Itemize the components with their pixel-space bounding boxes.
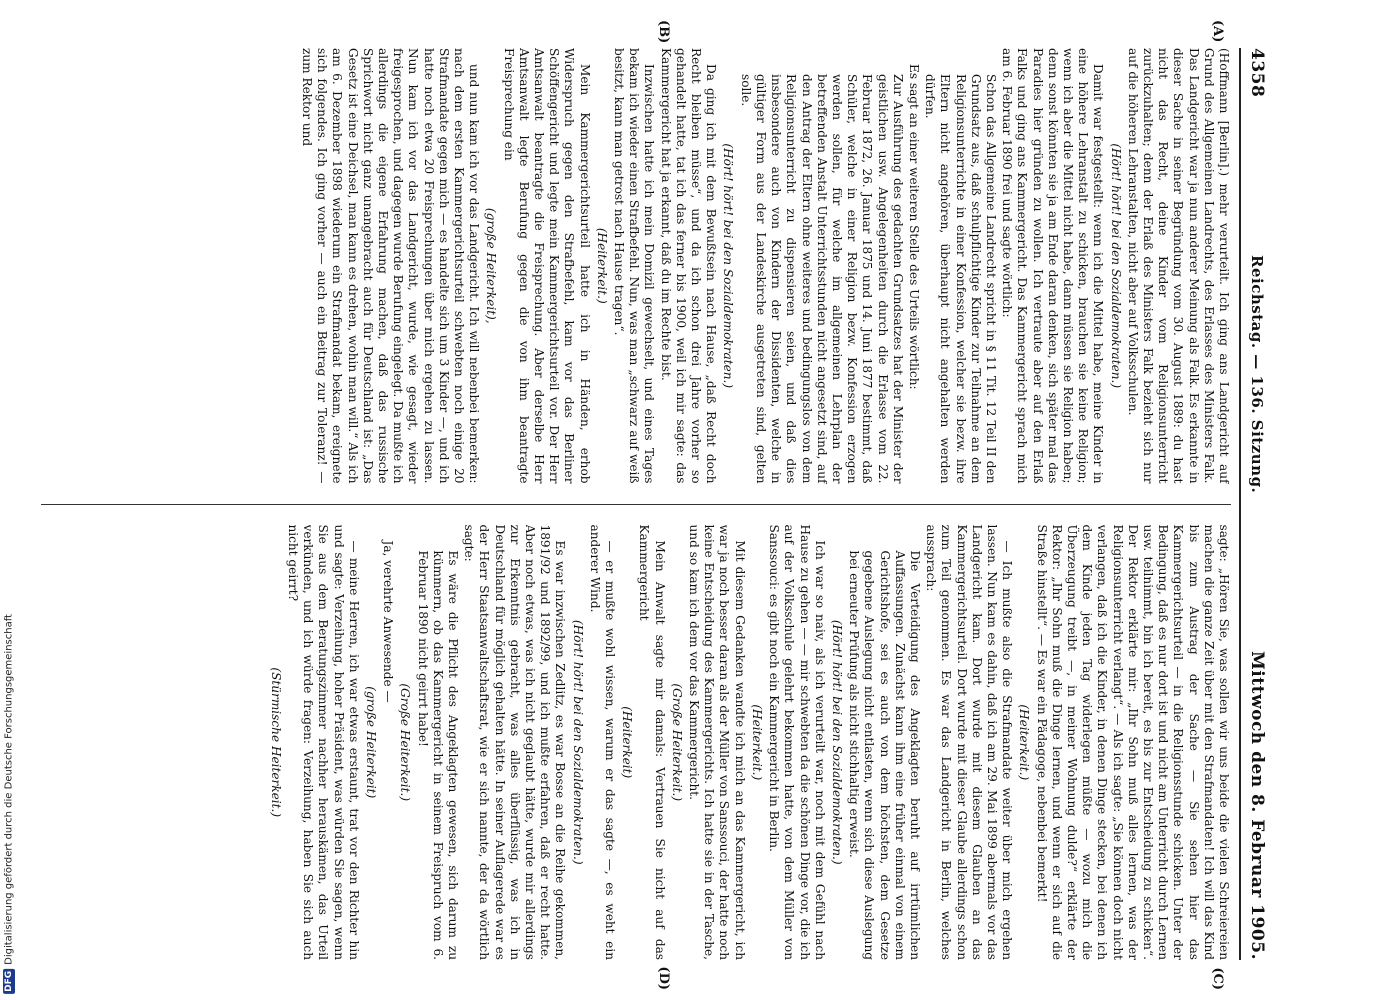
session-title: Reichstag. — 136. Sitzung. bbox=[1248, 255, 1266, 494]
paragraph: und nun kam ich vor das Landgericht. Ich will nebenbei bemerken: nach dem ersten Kammergerichtsurteil schwebten noch einige 20 Strafmandate gegen mich — es handelte sich um 3 Kinder —, und ich hatte noch etwa 20 Freisprechungen über mich ergehen zu lassen. Nun kam ich vor das Landgericht, wurde, wie gesagt, wieder freigesprochen, und dagegen wurde Berufung eingelegt. Da mußte ich allerdings die eigene Erfahrung machen, daß das russische Sprichwort nicht ganz unangebracht auch für Deutschland ist: „Das Gesetz ist eine Deichsel, man kann es drehen, wohin man will.“ Als ich am 6. Dezember 1898 wiederum ein Strafmandat bekam, ereignete sich folgendes. Ich ging vorher — auch ein Beitrag zur Toleranz! — zum Rektor und bbox=[300, 48, 482, 484]
interjection: (große Heiterkeit) bbox=[364, 686, 379, 799]
interjection: (Hört! hört! bei den Sozialdemokraten.) bbox=[829, 619, 844, 865]
text-columns bbox=[41, 20, 1231, 990]
interjection: (Hört! hört! bei den Sozialdemokraten.) bbox=[1108, 143, 1123, 389]
dfg-logo: DFG bbox=[4, 970, 14, 992]
digitization-credit bbox=[3, 614, 15, 994]
paragraph: Inzwischen hatte ich mein Domizil gewechselt, und eines Tages bekam ich wieder einen Strafbefehl. Nun, was man „schwarz auf weiß besitzt, kann man getrost nach Hause tragen“. bbox=[612, 48, 657, 484]
paragraph: Ja, verehrte Anwesende — bbox=[381, 540, 396, 703]
interjection: (große Heiterkeit), bbox=[484, 207, 499, 324]
right-column bbox=[41, 525, 1231, 961]
interjection: (Große Heiterkeit.) bbox=[398, 683, 413, 802]
paragraph: Mit diesem Gedanken wandte ich mich an das Kammergericht, ich war ja noch besser daran als der Müller von Sanssouci, der hatte noch keine Entscheidung des Kammergerichts. Ich hatte sie in der Tasche, und so kam ich dem vor das Kammergericht. bbox=[687, 524, 747, 960]
paragraph: Mein Anwalt sagte mir damals: Vertrauen Sie nicht auf das Kammergericht bbox=[637, 524, 667, 960]
interjection: (Heiterkeit.) bbox=[1017, 704, 1032, 781]
paragraph: (Hoffmann [Berlin].) mehr verurteilt. Ich ging ans Landgericht auf Grund des Allgemeinen Landrechts, des Erlasses des Ministers Falk. Das Landgericht war ja nun anderer Meinung als Falk. Es erkannte in dieser Sache in seiner Begründung vom 30. August 1889: du hast nicht das Recht, deine Kinder vom Religionsunterricht zurückzuhalten; denn der Erlaß des Ministers Falk bezieht sich nur auf die höheren Lehranstalten, nicht aber auf Volksschulen. bbox=[1125, 48, 1231, 484]
column-divider bbox=[41, 504, 1231, 505]
paragraph: — meine Herren, ich war etwas erstaunt, trat vor den Richter hin und sagte: Verzeihung, hoher Präsident, was würden Sie sagen, wenn Sie aus dem Beratungszimmer nachher herauskämen, das Urteil verkünden, und ich würde fragen: Verzeihung, haben Sie sich auch nicht geirrt? bbox=[286, 524, 361, 960]
paragraph: — Ich mußte also die Strafmandate weiter über mich ergehen lassen. Nun kam es dahin, daß ich am 29. Mai 1899 abermals vor das Landgericht kam. Dort wurde mit diesem Glauben an das Kammergerichtsurteil. Dort wurde mit dieser Glaube allerdings schon zum Teil genommen. Es war das Landgericht in Berlin, welches aussprach: bbox=[924, 524, 1015, 960]
page-header bbox=[1239, 48, 1267, 960]
interjection: (Große Heiterkeit.) bbox=[669, 683, 684, 802]
paragraph: Es war inzwischen Zedlitz, es war Bosse an die Reihe gekommen, 1891/92 und 1892/99, und ich mußte erfahren, daß er recht hatte. Aber noch etwas, was ich nicht geglaubt hätte, wurde mir allerdings zur Erkenntnis gebracht, was alles überflüssig, was ich in Deutschland für möglich gehalten hätte. In seiner Auflagerede war es der Herr Staatsanwaltschaftsrat, wie er sich nannte, der da wörtlich sagte: bbox=[462, 524, 568, 960]
margin-marker-b: (B) bbox=[656, 20, 671, 44]
interjection: (Hört! hört! bei den Sozialdemokraten.) bbox=[570, 619, 585, 865]
interjection: (Heiterkeit) bbox=[620, 706, 635, 779]
margin-marker-a: (A) bbox=[1210, 20, 1225, 43]
page-number: 4358 bbox=[1247, 48, 1267, 98]
credit-text: Digitalisierung gefördert durch die Deutsche Forschungsgemeinschaft bbox=[3, 614, 15, 965]
quoted-passage: Die Verteidigung des Angeklagten beruht auf irrtümlichen Auffassungen. Zunächst kann ihm eine früher einmal von einem Gerichtshofe, sei es auch von dem höchsten, dem Gesetze gegebene Auslegung nicht entlasten, wenn sich diese Auslegung bei erneuter Prüfung als nicht stichhaltig erweist. bbox=[847, 550, 922, 960]
interjection: (Hört! hört! bei den Sozialdemokraten.) bbox=[721, 143, 736, 389]
paragraph: Damit war festgestellt: wenn ich die Mittel habe, meine Kinder in eine höhere Lehranstalt zu schicken, brauchen sie keine Religion; wenn ich aber die Mittel nicht habe, dann müssen sie Religion haben; denn sonst könnten sie ja am Ende daran denken, sich später mal das Paradies hier gründen zu wollen. Ich vertraute aber auf den Erlaß Falks und ging ans Kammergericht. Das Kammergericht sprach mich am 6. Februar 1890 frei und sagte wörtlich: bbox=[1000, 48, 1106, 484]
quoted-passage: Schon das Allgemeine Landrecht spricht in § 11 Tit. 12 Teil II den Grundsatz aus, daß schulpflichtige Kinder zur Teilnahme an dem Religionsunterrichte in einer Konfession, welcher sie bezw. ihre Eltern nicht angehören, überhaupt nicht angehalten werden dürfen. bbox=[923, 74, 998, 484]
margin-marker-d: (D) bbox=[656, 966, 671, 990]
interjection: (Heiterkeit.) bbox=[594, 227, 609, 304]
left-column bbox=[41, 48, 1231, 484]
quoted-passage: Zur Ausführung des gedachten Grundsatzes hat der Minister der geistlichen usw. Angelegenheiten durch die Erlasse vom 22. Februar 1872, 26. Januar 1875 und 14. Juni 1877 bestimmt, daß Schüler, welche in einer Religion bezw. Konfession erzogen werden sollen, für welche im allgemeinen Lehrplan der betreffenden Anstalt Unterrichtsstunden nicht angesetzt sind, auf den Antrag der Eltern ohne weiteres und bedingungslos von dem Religionsunterricht zu dispensieren seien, und daß dies insbesondere auch von Kindern der Dissidenten, welche in gültiger Form aus der Landeskirche ausgetreten sind, gelten solle. bbox=[738, 74, 905, 484]
paragraph: — er mußte wohl wissen, warum er das sagte —, es weht ein anderer Wind. bbox=[587, 524, 618, 960]
interjection: (Stürmische Heiterkeit.) bbox=[268, 667, 283, 818]
paragraph: Mein Kammergerichtsurteil hatte ich in Händen, erhob Widerspruch gegen den Strafbefehl, kam vor das Berliner Schöffengericht und legte mein Kammergerichtsurteil vor. Der Herr Amtsanwalt beantragte die Freisprechung. Aber derselbe Herr Amtsanwalt legte Berufung gegen die von ihm beantragte Freisprechung ein bbox=[501, 48, 592, 484]
margin-marker-c: (C) bbox=[1210, 967, 1225, 990]
paragraph: Ich war so naiv, als ich verurteilt war, noch mit dem Gefühl nach Hause zu gehen — — mir schwebten da die schönen Dinge vor, die ich auf der Volksschule gelehrt bekommen hatte, von dem Müller von Sanssouci: es gibt noch ein Kammergericht in Berlin. bbox=[767, 524, 827, 960]
session-date: Mittwoch den 8. Februar 1905. bbox=[1247, 650, 1267, 960]
paragraph: sagte: „Hören Sie, was sollen wir uns beide die vielen Schreiereien machen die ganze Zeit über mit den Strafmandaten! Ich will das Kind bis zum Austrag der Sache — Sie sehen hier das Kammergerichtsurteil — in die Religionsstunde schicken. Unter der Bedingung, daß es nur dort ist und nicht am Unterricht durch Lernen usw. teilnimmt, bin ich bereit, es bis zur Entscheidung zu schicken“. Der Rektor erklärte mir: „Ihr Sohn muß alles lernen, was der Religionsunterricht verlangt“. — Als ich sagte: „Sie können doch nicht verlangen, daß ich die Kinder, in denen Dinge stecken, bei denen ich dem Kinde jeden Tag widerlegen müßte — wozu mich die Überzeugung treibt —, in meiner Wohnung dulde?“ erklärte der Rektor: „Ihr Sohn muß die Dinge lernen, und wenn er sich auf die Straße hinstellt“. — Es war ein Pädagoge, nebenbei bemerkt! bbox=[1034, 524, 1231, 960]
interjection: (Heiterkeit.) bbox=[749, 704, 764, 781]
paragraph: Es sagt an einer weiteren Stelle des Urteils wörtlich: bbox=[906, 64, 921, 390]
paragraph: Da ging ich mit dem Bewußtsein nach Hause, „daß Recht doch Recht bleiben müsse“, und da ich schon drei Jahre vorher so gehandelt hatte, tat ich das ferner bis 1900, weil ich mir sagte: das Kammergericht hat ja erkannt, daß du im Rechte bist. bbox=[658, 48, 719, 484]
quoted-passage: Es wäre die Pflicht des Angeklagten gewesen, sich darum zu kümmern, ob das Kammergericht in seinem Freispruch vom 6. Februar 1890 nicht geirrt habe! bbox=[415, 550, 461, 960]
